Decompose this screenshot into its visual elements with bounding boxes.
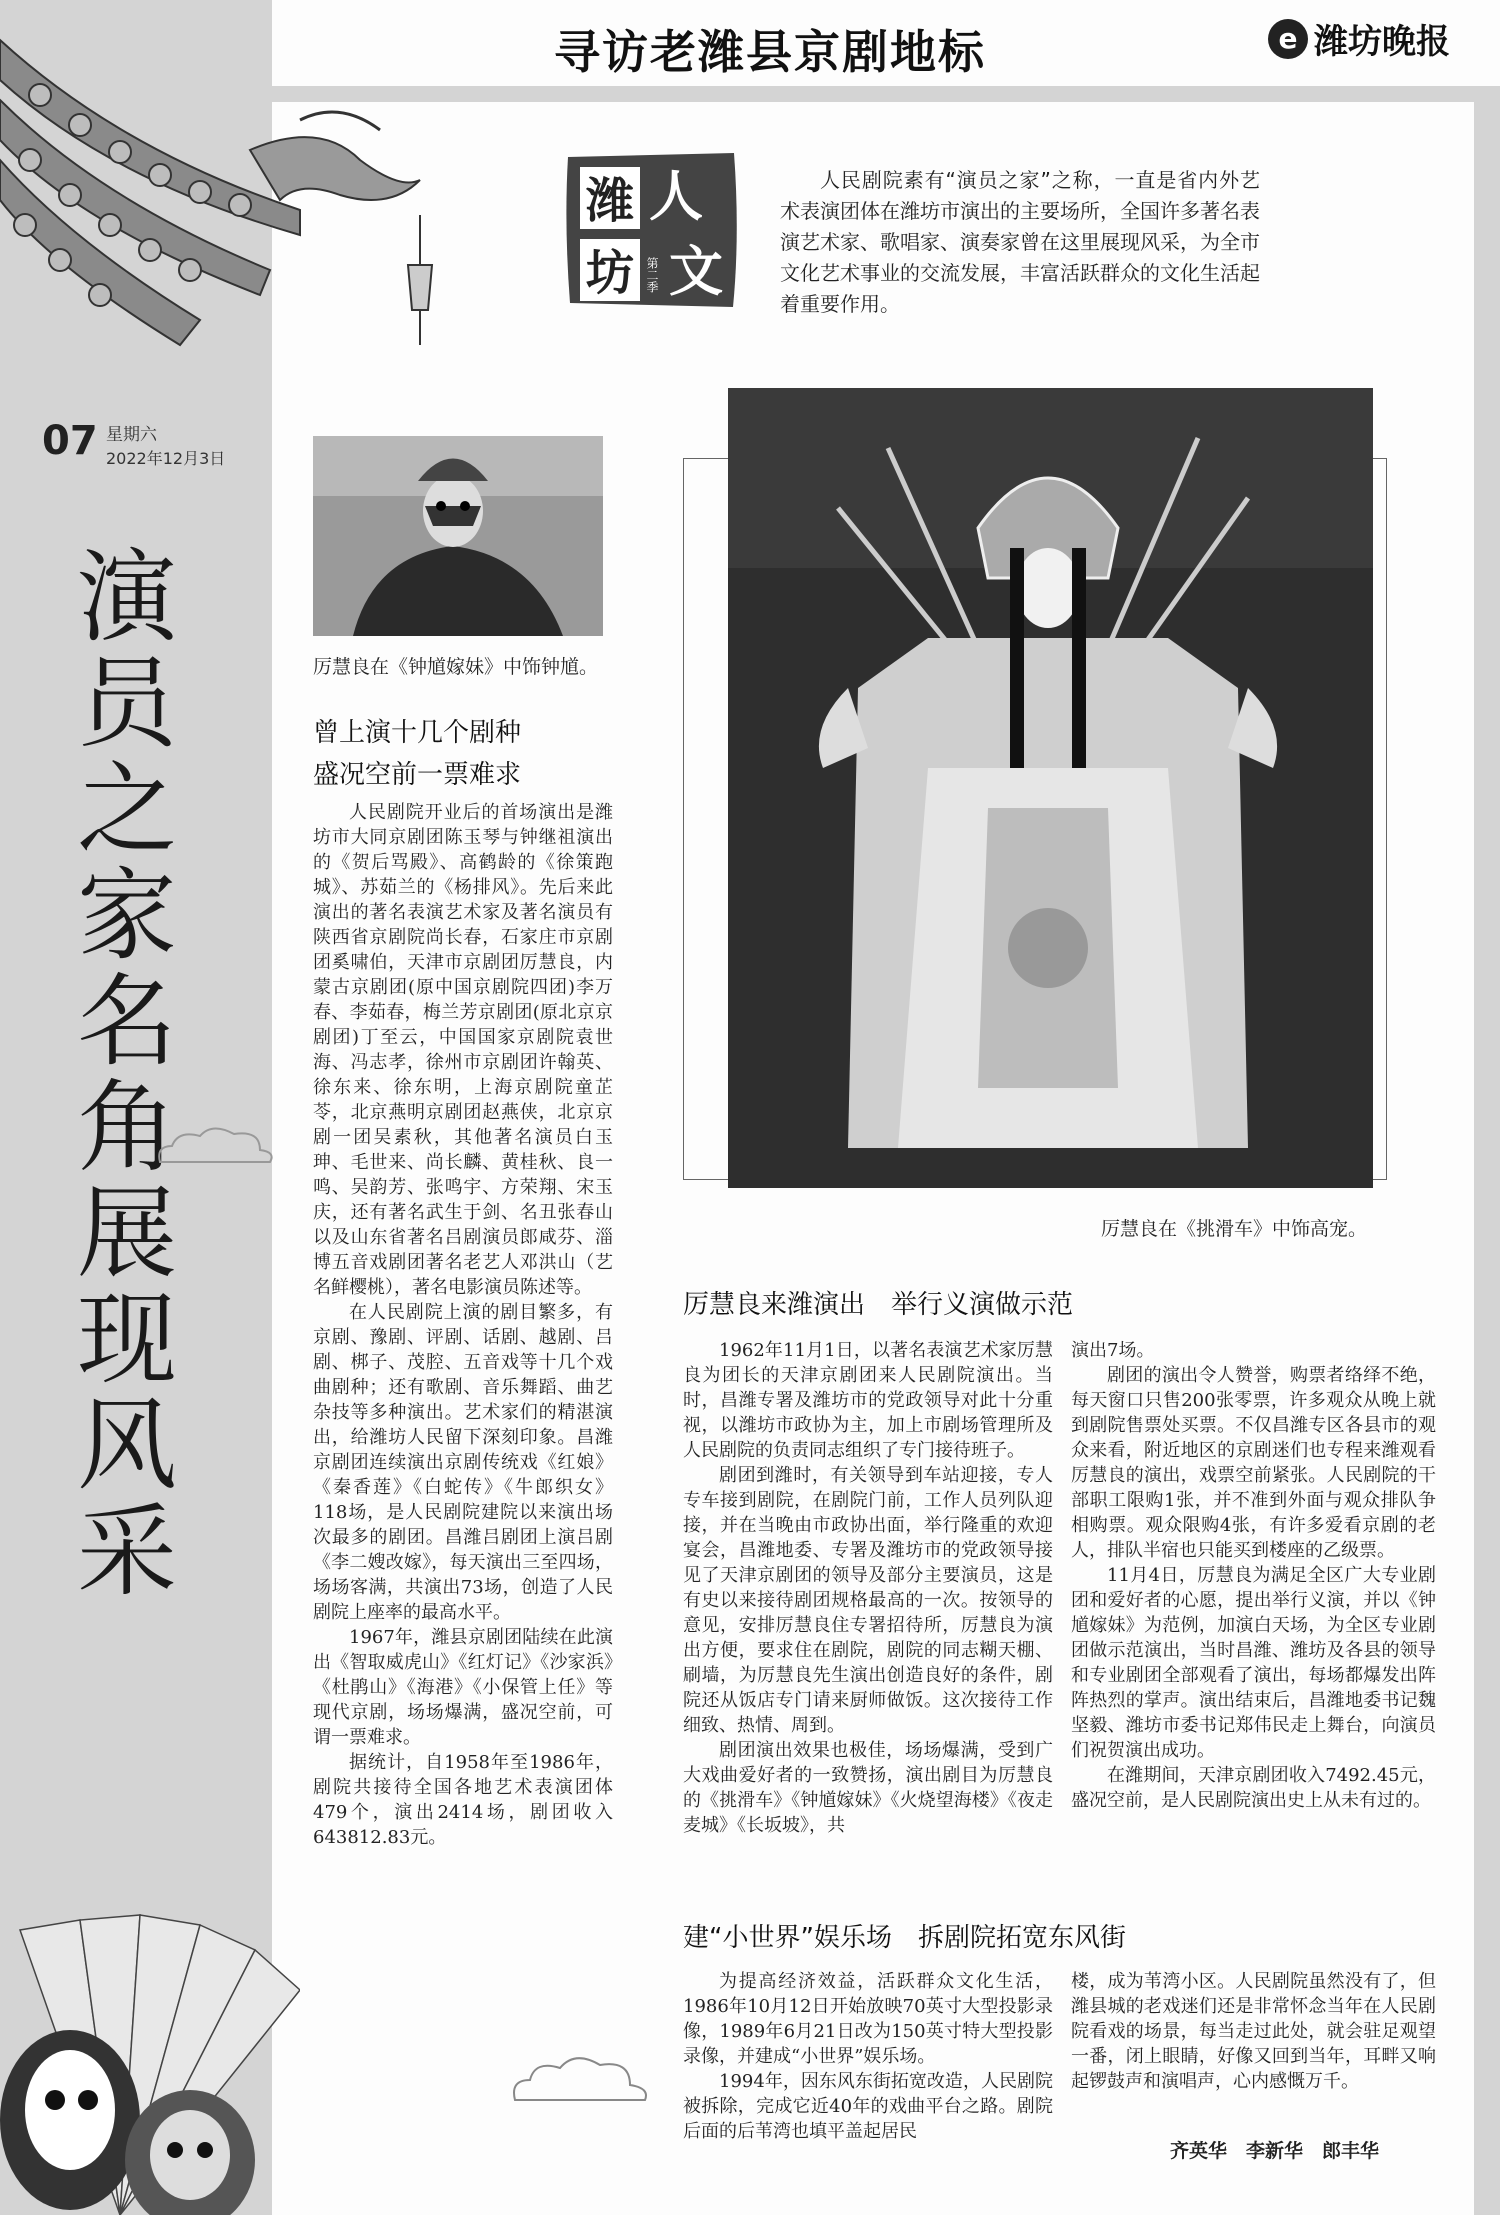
- section-2-paragraph-5: 11月4日，厉慧良为满足全区广大专业剧团和爱好者的心愿，提出举行义演，并以《钟馗嫁妹》为范例，加演白天场，为全区专业剧团做示范演出，当时昌潍、潍坊及各县的领导和专业剧团全部观看了演出，每场都爆发出阵阵热烈的掌声。演出结束后，昌潍地委书记魏坚毅、潍坊市委书记郑伟民走上舞台，向演员们祝贺演出成功。: [1071, 1565, 1436, 1761]
- opera-mask-fan-illustration: [0, 1870, 300, 2215]
- cloud-ornament-icon: [505, 2050, 655, 2110]
- photo-caption-gaochong: 厉慧良在《挑滑车》中饰高宠。: [1101, 1218, 1368, 1240]
- headline-char: 现: [77, 1281, 177, 1398]
- header-rule: [270, 86, 1500, 102]
- vertical-headline: [62, 539, 192, 1610]
- section-1-paragraph-2: 在人民剧院上演的剧目繁多，有京剧、豫剧、评剧、话剧、越剧、吕剧、梆子、茂腔、五音戏等十几个戏曲剧种；还有歌剧、音乐舞蹈、曲艺杂技等多种演出。艺术家们的精湛演出，给潍坊人民留下深刻印象。昌潍京剧团连续演出京剧传统戏《红娘》《秦香莲》《白蛇传》《牛郎织女》118场，是人民剧院建院以来演出场次最多的剧团。昌潍吕剧团上演吕剧《李二嫂改嫁》，每天演出三至四场，场场客满，共演出73场，创造了人民剧院上座率的最高水平。: [313, 1302, 613, 1623]
- section-3-heading: 建“小世界”娱乐场 拆剧院拓宽东风街: [683, 1923, 1126, 1953]
- section-2-body-right: [1071, 1338, 1436, 1813]
- section-2-heading: 厉慧良来潍演出 举行义演做示范: [683, 1290, 1074, 1320]
- section-2-paragraph-3: 剧团演出效果也极佳，场场爆满，受到广大戏曲爱好者的一致赞扬，演出剧目为厉慧良的《挑滑车》《钟馗嫁妹》《火烧望海楼》《夜走麦城》《长坂坡》，共: [683, 1740, 1053, 1836]
- headline-char: 风: [77, 1387, 177, 1504]
- headline-char: 名: [77, 963, 177, 1080]
- section-1-body: [313, 800, 613, 1850]
- section-2-paragraph-2: 剧团到潍时，有关领导到车站迎接，专人专车接到剧院，在剧院门前，工作人员列队迎接，并在当晚由市政协出面，举行隆重的欢迎宴会，昌潍地委、专署及潍坊市的党政领导接见了天津京剧团的领导及部分主要演员，这是有史以来接待剧团规格最高的一次。按领导的意见，安排厉慧良住专署招待所，厉慧良为演出方便，要求住在剧院，剧院的同志糊天棚、刷墙，为厉慧良先生演出创造良好的条件，剧院还从饭店专门请来厨师做饭。这次接待工作细致、热情、周到。: [683, 1465, 1053, 1736]
- roof-eaves-illustration: [0, 0, 440, 390]
- headline-char: 采: [77, 1493, 177, 1610]
- section-1-paragraph-1: 人民剧院开业后的首场演出是潍坊市大同京剧团陈玉琴与钟继祖演出的《贺后骂殿》、高鹤龄的《徐策跑城》、苏茹兰的《杨排风》。先后来此演出的著名表演艺术家及著名演员有陕西省京剧院尚长春，石家庄市京剧团奚啸伯，天津市京剧团厉慧良，内蒙古京剧团(原中国京剧院四团)李万春、李茹春，梅兰芳京剧团(原北京京剧团)丁至云，中国国家京剧院袁世海、冯志孝，徐州市京剧团许翰英、徐东来、徐东明，上海京剧院童芷苓，北京燕明京剧团赵燕侠，北京京剧一团吴素秋，其他著名演员白玉珅、毛世来、尚长麟、黄桂秋、良一鸣、吴韵芳、张鸣宇、方荣翔、宋玉庆，还有著名武生于剑、名丑张春山以及山东省著名吕剧演员郎咸芬、淄博五音戏剧团著名老艺人邓洪山（艺名鲜樱桃），著名电影演员陈述等。: [313, 802, 613, 1298]
- cloud-ornament-icon: [150, 1120, 280, 1170]
- section-2-paragraph-3-continued: 演出7场。: [1071, 1340, 1155, 1361]
- section-2-paragraph-1: 1962年11月1日，以著名表演艺术家厉慧良为团长的天津京剧团来人民剧院演出。当时，昌潍专署及潍坊市的党政领导对此十分重视，以潍坊市政协为主，加上市剧场管理所及人民剧院的负责同志组织了专门接待班子。: [683, 1340, 1053, 1461]
- issue-weekday: 星期六: [106, 425, 157, 445]
- section-1-heading-line-2: 盛况空前一票难求: [313, 760, 522, 790]
- section-3-body-left: [683, 1969, 1053, 2144]
- headline-char: 家: [77, 857, 177, 974]
- headline-char: 之: [77, 751, 177, 868]
- newspaper-logo: [1268, 14, 1450, 63]
- logo-text: 潍坊晚报: [1314, 22, 1450, 62]
- seal-season: 第二季: [645, 257, 659, 293]
- section-3-body-right: [1071, 1969, 1436, 2094]
- headline-char: 员: [77, 645, 177, 762]
- section-3-paragraph-2: 1994年，因东风东街拓宽改造，人民剧院被拆除，完成它近40年的戏曲平台之路。剧院后面的后苇湾也填平盖起居民: [683, 2071, 1053, 2142]
- page-number: 07: [42, 418, 98, 464]
- section-1-paragraph-3: 1967年，潍县京剧团陆续在此演出《智取威虎山》《红灯记》《沙家浜》《杜鹃山》《海港》《小保管上任》等现代京剧，场场爆满，盛况空前，可谓一票难求。: [313, 1627, 613, 1748]
- seal-char-2: 人: [649, 165, 703, 228]
- headline-char: 角: [77, 1069, 177, 1186]
- section-1-heading-line-1: 曾上演十几个剧种: [313, 718, 522, 748]
- headline-char: 展: [77, 1175, 177, 1292]
- logo-mark-icon: e: [1268, 19, 1308, 59]
- section-1-heading: [313, 712, 673, 796]
- section-3-paragraph-2-continued: 楼，成为苇湾小区。人民剧院虽然没有了，但潍县城的老戏迷们还是非常怀念当年在人民剧院看戏的场景，每当走过此处，就会驻足观望一番，闭上眼睛，好像又回到当年，耳畔又响起锣鼓声和演唱声，心内感慨万千。: [1071, 1971, 1436, 2092]
- section-1-paragraph-4: 据统计，自1958年至1986年，剧院共接待全国各地艺术表演团体479个，演出2414场，剧团收入643812.83元。: [313, 1752, 613, 1848]
- photo-gaochong: [728, 388, 1373, 1188]
- section-2-paragraph-4: 剧团的演出令人赞誉，购票者络绎不绝，每天窗口只售200张零票，许多观众从晚上就到剧院售票处买票。不仅昌潍专区各县市的观众来看，附近地区的京剧迷们也专程来潍观看厉慧良的演出，戏票空前紧张。人民剧院的干部职工限购1张，并不准到外面与观众排队争相购票。观众限购4张，有许多爱看京剧的老人，排队半宿也只能买到楼座的乙级票。: [1071, 1365, 1436, 1561]
- photo-zhongkui: [313, 436, 603, 636]
- page-header-title: 寻访老潍县京剧地标: [554, 25, 986, 79]
- section-2-paragraph-6: 在潍期间，天津京剧团收入7492.45元，盛况空前，是人民剧院演出史上从未有过的。: [1071, 1765, 1436, 1811]
- headline-char: 演: [77, 539, 177, 656]
- seal-char-4: 文: [669, 240, 723, 303]
- right-border-strip: [1474, 86, 1500, 2215]
- seal-char-1: 潍: [585, 173, 635, 229]
- series-seal: [558, 145, 743, 315]
- section-2-body-left: [683, 1338, 1053, 1838]
- seal-char-3: 坊: [585, 245, 635, 301]
- author-byline: 齐英华 李新华 郎丰华: [1170, 2140, 1380, 2162]
- photo-caption-zhongkui: 厉慧良在《钟馗嫁妹》中饰钟馗。: [313, 656, 599, 678]
- intro-paragraph: 人民剧院素有“演员之家”之称，一直是省内外艺术表演团体在潍坊市演出的主要场所，全国许多著名表演艺术家、歌唱家、演奏家曾在这里展现风采，为全市文化艺术事业的交流发展，丰富活跃群众的文化生活起着重要作用。: [780, 168, 1260, 316]
- section-3-paragraph-1: 为提高经济效益，活跃群众文化生活，1986年10月12日开始放映70英寸大型投影录像，1989年6月21日改为150英寸特大型投影录像，并建成“小世界”娱乐场。: [683, 1971, 1053, 2067]
- issue-date: 2022年12月3日: [106, 449, 226, 468]
